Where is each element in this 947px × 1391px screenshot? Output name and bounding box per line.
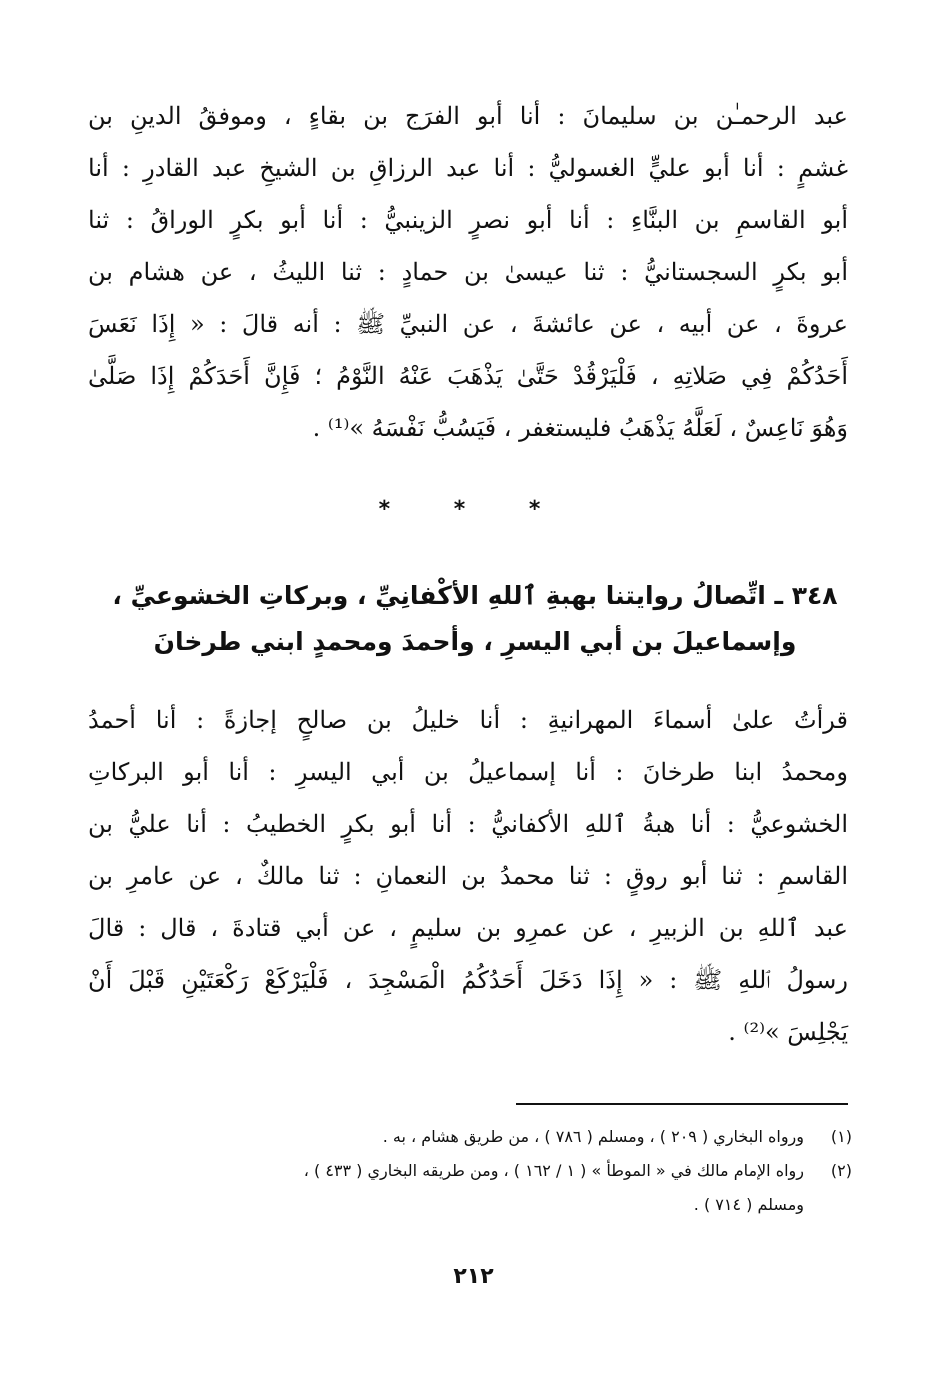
text-line: غشمٍ : أنا أبو عليٍّ الغسوليُّ : أنا عبد الرزاقِ بن الشيخِ عبد القادرِ : أنا: [88, 154, 848, 182]
paragraph-isnad-1: [88, 90, 848, 454]
text-line: أبو بكرٍ السجستانيُّ : ثنا عيسىٰ بن حمادٍ : ثنا الليثُ ، عن هشام بن: [88, 258, 848, 286]
text-line: القاسمِ : ثنا أبو روقٍ : ثنا محمدُ بن النعمانِ : ثنا مالكٌ ، عن عامرِ بن: [88, 862, 848, 890]
footnote-number: (١): [830, 1127, 852, 1146]
section-heading: [100, 573, 850, 665]
footnote-text: [96, 1120, 804, 1154]
footnote-line: ومسلم ( ٧١٤ ) .: [693, 1195, 804, 1214]
text-line: الخشوعيُّ : أنا هبةُ ٱللهِ الأكفانيُّ : أنا أبو بكرٍ الخطيبُ : أنا عليُّ بن: [88, 810, 848, 838]
page-number: ٢١٢: [453, 1264, 494, 1289]
text-line: عروةَ ، عن أبيه ، عن عائشةَ ، عن النبيِّ ﷺ : أنه قالَ : « إِذَا نَعَسَ: [88, 310, 848, 338]
footnote: [96, 1154, 852, 1222]
footnote-line: ورواه البخاري ( ٢٠٩ ) ، ومسلم ( ٧٨٦ ) ، من طريق هشام ، به .: [382, 1127, 804, 1146]
text-line: وَهُوَ نَاعِسٌ ، لَعَلَّهُ يَذْهَبُ فليستغفر ، فَيَسُبُّ نَفْسَهُ »⁽¹⁾ .: [312, 414, 848, 442]
footnote-number: (٢): [830, 1161, 852, 1180]
heading-line: ٣٤٨ ـ اتِّصالُ روايتنا بهبةِ ٱللهِ الأكْفانِيِّ ، وبركاتِ الخشوعيِّ ،: [112, 581, 838, 610]
footnote-line: رواه الإمام مالك في « الموطأ » ( ١ / ١٦٢ ) ، ومن طريقه البخاري ( ٤٣٣ ) ،: [303, 1161, 804, 1180]
text-line: أَحَدُكُمْ فِي صَلاتِهِ ، فَلْيَرْقُدْ حَتَّىٰ يَذْهَبَ عَنْهُ النَّوْمُ ؛ فَإِنَّ أَحَدَكُمْ إِذَا صَلَّىٰ: [88, 362, 849, 390]
paragraph-isnad-2: [88, 694, 848, 1058]
text-line: رسولُ ٱللهِ ﷺ : « إِذَا دَخَلَ أَحَدُكُمُ الْمَسْجِدَ ، فَلْيَرْكَعْ رَكْعَتَيْنِ قَبْلَ أَنْ: [88, 966, 848, 994]
footnotes: [96, 1120, 852, 1222]
text-line: عبد ٱللهِ بن الزبيرِ ، عن عمرِو بن سليمٍ ، عن أبي قتادةَ ، قال : قالَ: [88, 914, 848, 942]
footnote: [96, 1120, 852, 1154]
text-line: يَجْلِسَ »⁽²⁾ .: [728, 1018, 848, 1046]
text-line: عبد الرحمـٰن بن سليمانَ : أنا أبو الفرَج بن بقاءٍ ، وموفقُ الدينِ بن: [88, 102, 848, 130]
text-line: ومحمدُ ابنا طرخانَ : أنا إسماعيلُ بن أبي اليسرِ : أنا أبو البركاتِ: [88, 758, 848, 786]
text-line: أبو القاسمِ بن البنَّاءِ : أنا أبو نصرٍ الزينبيُّ : أنا أبو بكرٍ الوراقُ : ثنا: [88, 206, 848, 234]
heading-line: وإسماعيلَ بن أبي اليسرِ ، وأحمدَ ومحمدٍ ابني طرخانَ: [153, 627, 797, 656]
footnote-text: [96, 1154, 804, 1222]
text-line: قرأتُ علىٰ أسماءَ المهرانيةِ : أنا خليلُ بن صالحٍ إجازةً : أنا أحمدُ: [88, 706, 848, 734]
section-separator: * * *: [378, 497, 569, 522]
footnote-divider: [516, 1103, 848, 1105]
